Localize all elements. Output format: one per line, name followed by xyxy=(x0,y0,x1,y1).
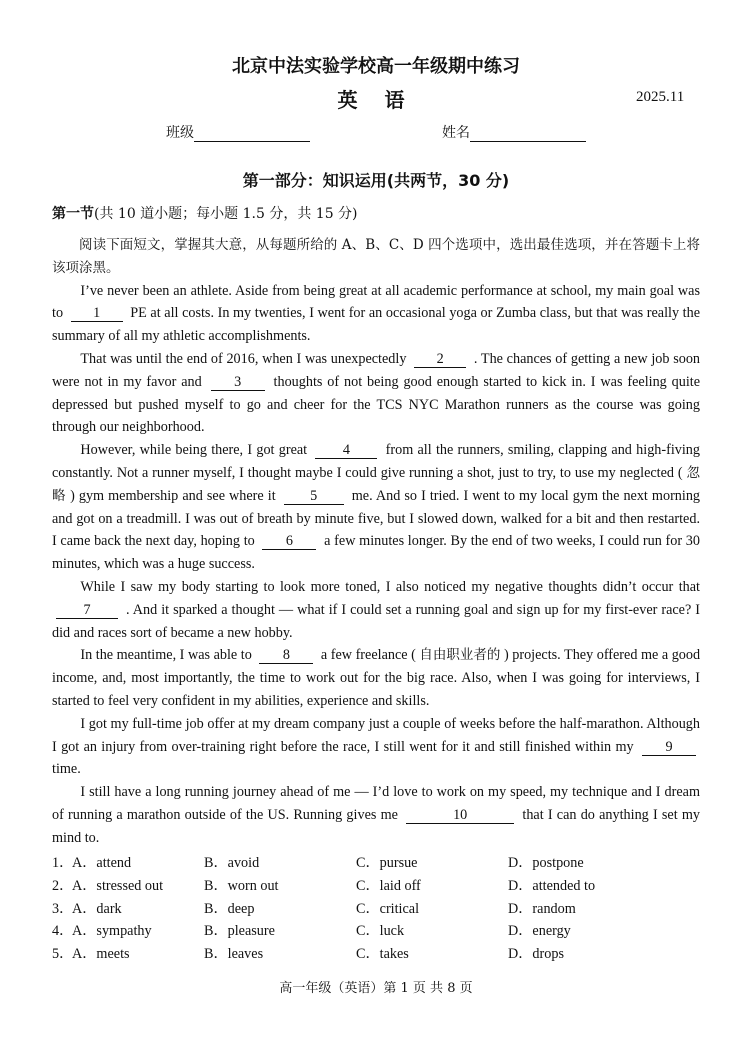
question-number: 4． xyxy=(52,923,74,940)
option-c: C．pursue xyxy=(356,855,418,871)
option-a: A．attend xyxy=(72,855,132,871)
passage-text: that I can do anything I set my mind to. xyxy=(52,806,701,846)
instructions: 阅读下面短文，掌握其大意，从每题所给的 A、B、C、D 四个选项中，选出最佳选项，并在答题卡上将该项涂黑。 xyxy=(52,237,700,276)
option-c: C．luck xyxy=(356,923,405,940)
option-b: B．avoid xyxy=(204,855,260,871)
answer-blank: 4 xyxy=(315,442,377,459)
option-c: C．laid off xyxy=(356,877,421,894)
exam-date: 2025.11 xyxy=(636,89,685,105)
answer-blank: 9 xyxy=(642,739,696,756)
passage-text: a few minutes longer. By the end of two weeks, I could run for 30 minutes, which was a huge success. xyxy=(52,533,700,573)
answer-blank: 6 xyxy=(262,533,316,550)
passage-text: . The chances of getting a new job soon were not in my favor and xyxy=(52,350,701,390)
question-number: 5． xyxy=(52,946,74,963)
subject-title: 英 语 xyxy=(337,88,415,112)
exam-title: 北京中法实验学校高一年级期中练习 xyxy=(232,56,520,77)
passage-text: ) projects. They offered me a good income, and, most importantly, the time to work out for the big race. Also, when I was going for interviews, I started to feel very confident in my abilities, experience and skills. xyxy=(52,647,701,709)
option-row xyxy=(52,920,712,943)
section-info: (共 10 道小题；每小题 1.5 分，共 15 分) xyxy=(94,206,358,222)
passage-text: I’ve never been an athlete. Aside from being great at all academic performance at school, my main goal was to xyxy=(52,282,700,322)
passage-paragraph xyxy=(52,439,700,576)
question-number: 1． xyxy=(52,855,74,871)
passage-text: me. And so I tried. I went to my local gym the next morning and got on a treadmill. I was out of breath by minute five, but I slowed down, walked for a bit and then restarted. I came back the next day, hoping to xyxy=(52,487,701,550)
passage-body xyxy=(52,280,700,850)
passage-text: PE at all costs. In my twenties, I went for an occasional yoga or Zumba class, but that was really the summary of all my athletic accomplishments. xyxy=(52,305,700,345)
answer-blank: 8 xyxy=(259,647,313,664)
passage-text: . And it sparked a thought — what if I could set a running goal and sign up for my first-ever race? I did and races sort of became a new hobby. xyxy=(52,601,700,641)
option-row xyxy=(52,875,712,898)
passage-paragraph xyxy=(52,644,700,712)
passage-text: time. xyxy=(52,761,81,778)
option-a: A．stressed out xyxy=(72,877,164,894)
option-d: D．energy xyxy=(508,923,571,940)
section-heading xyxy=(52,203,358,223)
passage-text: a few freelance ( xyxy=(320,647,416,664)
option-d: D．attended to xyxy=(508,877,596,894)
option-c: C．takes xyxy=(356,946,409,963)
option-b: B．pleasure xyxy=(204,923,275,940)
passage-text: However, while being there, I got great xyxy=(80,442,308,459)
name-blank-line xyxy=(470,127,586,142)
answer-options xyxy=(52,852,712,966)
option-d: D．random xyxy=(508,900,576,917)
answer-blank: 3 xyxy=(211,374,265,391)
passage-text: thoughts of not being good enough started to kick in. I was feeling quite depressed but pushed myself to go and cheer for the TCS NYC Marathon runners as the course was going through our neighborhood. xyxy=(52,373,701,436)
option-b: B．deep xyxy=(204,900,255,917)
option-c: C．critical xyxy=(356,900,420,917)
part-title: 第一部分：知识运用(共两节，30 分) xyxy=(242,171,510,190)
option-row xyxy=(52,898,712,921)
passage-paragraph xyxy=(52,576,700,644)
passage-text: That was until the end of 2016, when I was unexpectedly xyxy=(80,350,407,367)
option-row xyxy=(52,852,712,875)
class-label: 班级 xyxy=(166,126,194,141)
option-d: D．drops xyxy=(508,946,564,963)
option-a: A．dark xyxy=(72,900,122,917)
option-b: B．leaves xyxy=(204,946,264,963)
passage-paragraph xyxy=(52,713,700,781)
chinese-gloss: 自由职业者的 xyxy=(419,647,501,664)
question-number: 3． xyxy=(52,900,74,917)
passage-text: ) gym membership and see where it xyxy=(70,487,276,504)
passage-paragraph xyxy=(52,348,700,439)
passage-paragraph xyxy=(52,781,700,849)
passage xyxy=(52,234,700,850)
passage-text: I got my full-time job offer at my dream company just a couple of weeks before the half-marathon. Although I got an injury from over-training right before the race, I still went for it and still finished within my xyxy=(52,715,700,755)
option-d: D．postpone xyxy=(508,855,584,871)
answer-blank: 2 xyxy=(414,351,466,368)
section-label: 第一节 xyxy=(52,206,94,222)
class-field xyxy=(166,122,310,142)
chinese-gloss: 忽略 xyxy=(52,464,700,504)
question-number: 2． xyxy=(52,877,74,894)
class-blank-line xyxy=(194,127,310,142)
passage-paragraph xyxy=(52,280,700,348)
passage-text: I still have a long running journey ahead of me — I’d love to work on my speed, my technique and I dream of running a marathon outside of the US. Running gives me xyxy=(52,784,700,823)
answer-blank: 5 xyxy=(284,488,344,505)
name-field xyxy=(442,122,586,142)
passage-text: In the meantime, I was able to xyxy=(80,647,252,664)
passage-text: While I saw my body starting to look more toned, I also noticed my negative thoughts didn’t occur that xyxy=(80,578,700,595)
option-b: B．worn out xyxy=(204,877,279,894)
name-label: 姓名 xyxy=(442,126,470,141)
option-row xyxy=(52,943,712,966)
answer-blank: 1 xyxy=(71,305,123,322)
answer-blank: 10 xyxy=(406,807,514,824)
option-a: A．meets xyxy=(72,946,130,963)
passage-text: from all the runners, smiling, clapping and high-fiving constantly. Not a runner myself, I thought maybe I could give running a shot, just to try, to use my neglected ( xyxy=(52,442,700,481)
answer-blank: 7 xyxy=(56,602,118,619)
option-a: A．sympathy xyxy=(72,923,152,940)
page-footer: 高一年级（英语）第 1 页 共 8 页 xyxy=(279,981,473,996)
